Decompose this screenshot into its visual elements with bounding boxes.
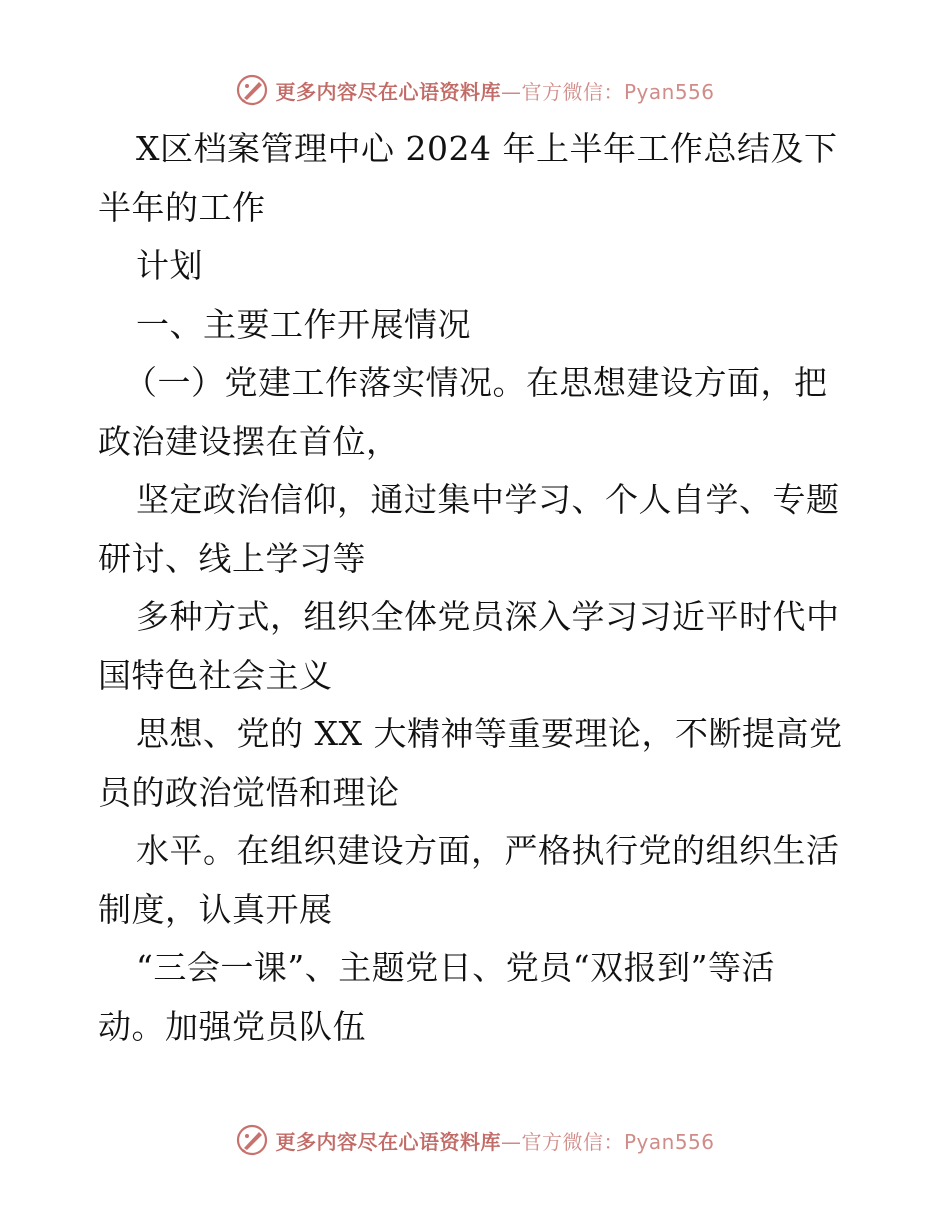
paragraph-line: 思想、党的 XX 大精神等重要理论，不断提高党 <box>136 714 843 753</box>
paragraph-line: （一）党建工作落实情况。在思想建设方面，把 <box>124 363 828 402</box>
watermark-main: 更多内容尽在心语资料库 <box>275 1129 501 1154</box>
doc-title-line-1: X区档案管理中心 2024 年上半年工作总结及下 <box>136 129 838 168</box>
watermark-text <box>275 76 714 105</box>
section-heading: 一、主要工作开展情况 <box>136 304 471 344</box>
paragraph-line: 员的政治觉悟和理论 <box>98 772 400 812</box>
footer-watermark <box>0 1120 950 1160</box>
watermark-id: Pyan556 <box>623 1129 715 1154</box>
paragraph-line: “三会一课”、主题党日、党员“双报到”等活 <box>136 948 775 987</box>
watermark-main: 更多内容尽在心语资料库 <box>275 79 501 104</box>
paragraph-line: 国特色社会主义 <box>98 655 333 695</box>
paragraph-line: 制度，认真开展 <box>98 889 333 929</box>
watermark-text <box>275 1126 714 1155</box>
paragraph-line: 政治建设摆在首位， <box>98 421 400 461</box>
paragraph-line: 坚定政治信仰，通过集中学习、个人自学、专题 <box>136 480 840 519</box>
header-watermark <box>0 70 950 110</box>
document-body <box>98 120 858 1056</box>
paragraph-line: 水平。在组织建设方面，严格执行党的组织生活 <box>136 831 840 870</box>
quill-logo-icon <box>235 1123 269 1157</box>
watermark-sub: —官方微信： <box>500 1129 624 1154</box>
doc-title-line-2: 半年的工作 <box>98 187 266 227</box>
watermark-id: Pyan556 <box>623 79 715 104</box>
paragraph-line: 多种方式，组织全体党员深入学习习近平时代中 <box>136 597 840 636</box>
doc-title-line-3: 计划 <box>136 246 203 285</box>
paragraph-line: 研讨、线上学习等 <box>98 538 366 578</box>
watermark-sub: —官方微信： <box>500 79 624 104</box>
paragraph-line: 动。加强党员队伍 <box>98 1006 366 1046</box>
quill-logo-icon <box>235 73 269 107</box>
